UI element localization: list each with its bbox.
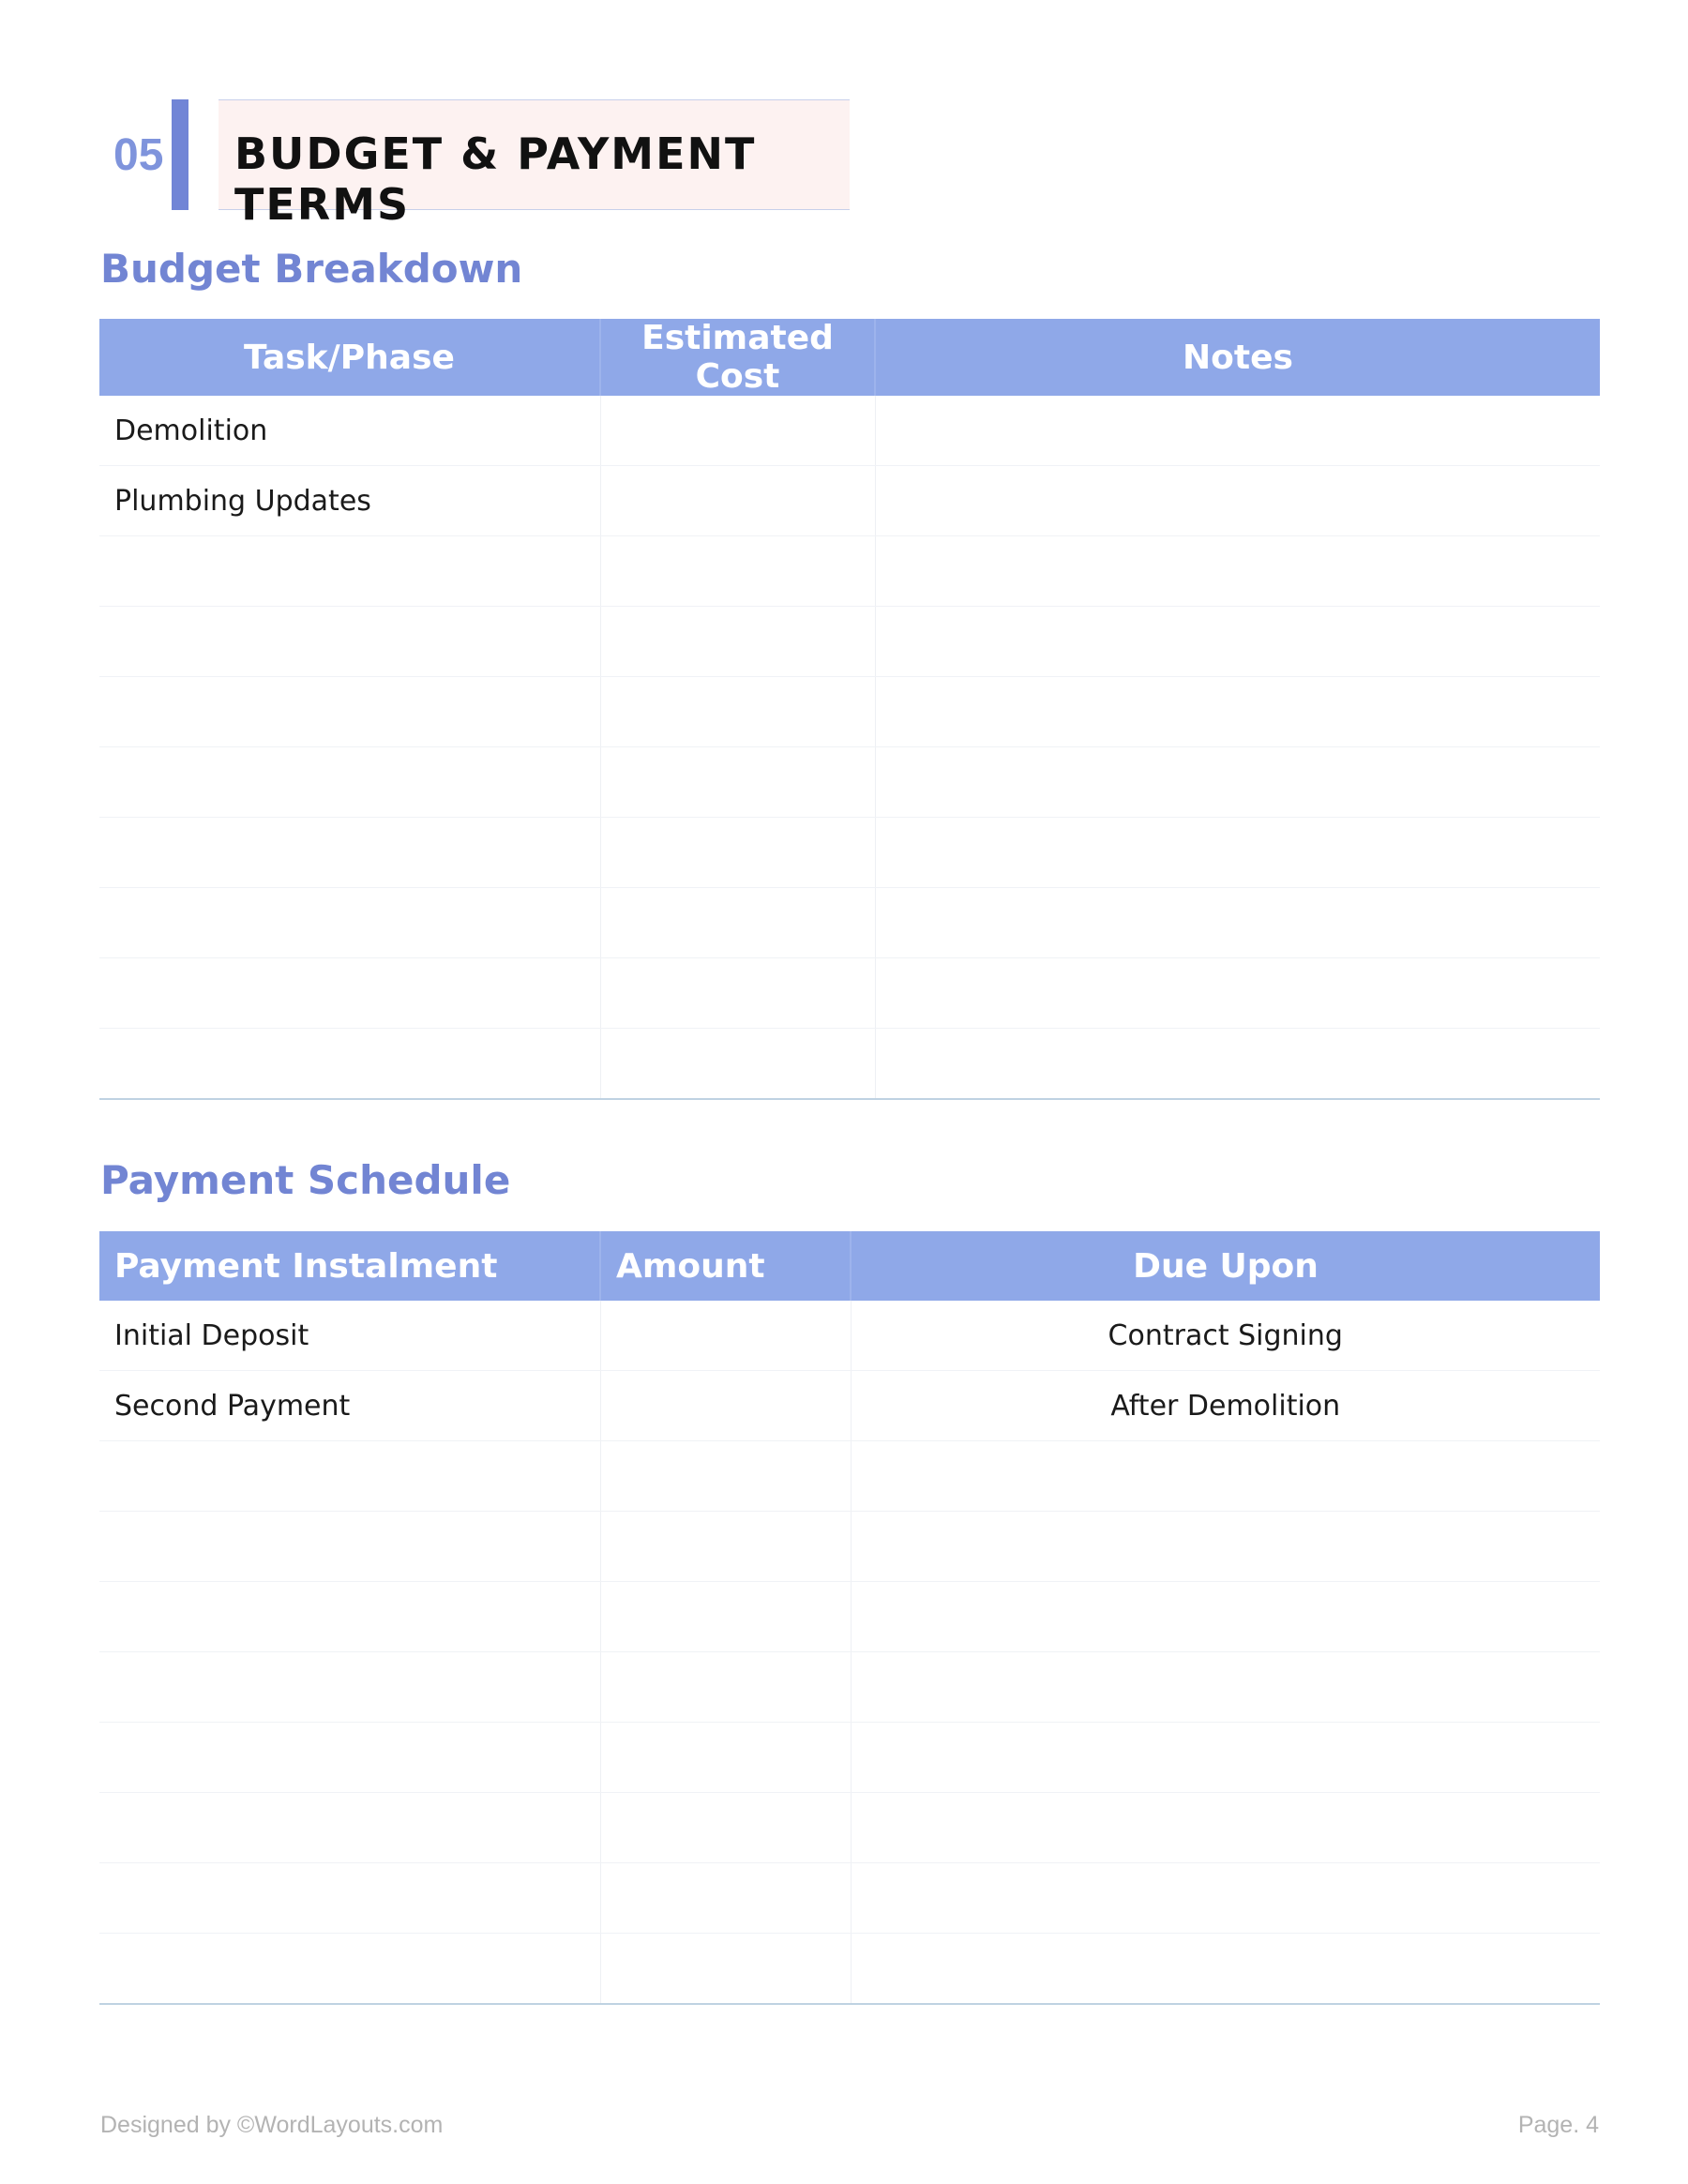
table-row	[99, 958, 1600, 1029]
payment-amount-cell[interactable]	[600, 1863, 851, 1934]
payment-due-cell[interactable]: After Demolition	[851, 1371, 1600, 1441]
budget-cost-cell[interactable]	[600, 958, 875, 1029]
budget-task-cell[interactable]	[99, 888, 600, 958]
table-row	[99, 1652, 1600, 1723]
table-row	[99, 1582, 1600, 1652]
budget-cost-cell[interactable]	[600, 677, 875, 747]
page-number: Page. 4	[1517, 2112, 1599, 2138]
payment-amount-cell[interactable]	[600, 1371, 851, 1441]
budget-notes-cell[interactable]	[875, 818, 1600, 888]
payment-amount-cell[interactable]	[600, 1652, 851, 1723]
section-accent-bar	[172, 99, 188, 210]
budget-task-cell[interactable]: Demolition	[99, 396, 600, 466]
table-row	[99, 1793, 1600, 1863]
payment-amount-cell[interactable]	[600, 1934, 851, 2005]
budget-notes-cell[interactable]	[875, 607, 1600, 677]
payment-due-cell[interactable]	[851, 1793, 1600, 1863]
table-row	[99, 1301, 1600, 1371]
budget-task-cell[interactable]	[99, 747, 600, 818]
table-row	[99, 1441, 1600, 1512]
budget-cost-cell[interactable]	[600, 747, 875, 818]
payment-due-cell[interactable]	[851, 1723, 1600, 1793]
footer-credit: Designed by ©WordLayouts.com	[100, 2112, 444, 2138]
table-row	[99, 1934, 1600, 2005]
payment-instalment-cell[interactable]	[99, 1934, 600, 2005]
payment-col-due: Due Upon	[851, 1231, 1600, 1301]
payment-instalment-cell[interactable]	[99, 1723, 600, 1793]
payment-instalment-cell[interactable]	[99, 1512, 600, 1582]
payment-instalment-cell[interactable]: Initial Deposit	[99, 1301, 600, 1371]
budget-cost-cell[interactable]	[600, 818, 875, 888]
budget-body	[99, 396, 1600, 1099]
payment-due-cell[interactable]	[851, 1934, 1600, 2005]
budget-header-row	[99, 319, 1600, 396]
budget-task-cell[interactable]	[99, 536, 600, 607]
payment-due-cell[interactable]	[851, 1512, 1600, 1582]
table-row	[99, 1512, 1600, 1582]
table-row	[99, 607, 1600, 677]
payment-due-cell[interactable]	[851, 1441, 1600, 1512]
budget-notes-cell[interactable]	[875, 466, 1600, 536]
payment-instalment-cell[interactable]	[99, 1582, 600, 1652]
table-row	[99, 677, 1600, 747]
budget-cost-cell[interactable]	[600, 1029, 875, 1100]
budget-notes-cell[interactable]	[875, 536, 1600, 607]
payment-amount-cell[interactable]	[600, 1512, 851, 1582]
budget-heading: Budget Breakdown	[100, 246, 523, 292]
payment-due-cell[interactable]	[851, 1652, 1600, 1723]
budget-col-notes: Notes	[875, 319, 1600, 396]
section-title-box	[219, 99, 850, 230]
budget-task-cell[interactable]	[99, 1029, 600, 1100]
payment-instalment-cell[interactable]: Second Payment	[99, 1371, 600, 1441]
budget-notes-cell[interactable]	[875, 396, 1600, 466]
table-row	[99, 466, 1600, 536]
payment-amount-cell[interactable]	[600, 1441, 851, 1512]
table-row	[99, 396, 1600, 466]
budget-cost-cell[interactable]	[600, 396, 875, 466]
budget-cost-cell[interactable]	[600, 607, 875, 677]
table-row	[99, 1029, 1600, 1100]
budget-notes-cell[interactable]	[875, 1029, 1600, 1100]
budget-notes-cell[interactable]	[875, 747, 1600, 818]
payment-header-row	[99, 1231, 1600, 1301]
budget-cost-cell[interactable]	[600, 536, 875, 607]
budget-task-cell[interactable]	[99, 677, 600, 747]
budget-task-cell[interactable]	[99, 607, 600, 677]
budget-notes-cell[interactable]	[875, 958, 1600, 1029]
budget-notes-cell[interactable]	[875, 677, 1600, 747]
payment-col-amount: Amount	[600, 1231, 851, 1301]
payment-instalment-cell[interactable]	[99, 1441, 600, 1512]
payment-amount-cell[interactable]	[600, 1301, 851, 1371]
budget-col-task: Task/Phase	[99, 319, 600, 396]
table-row	[99, 888, 1600, 958]
payment-col-instalment: Payment Instalment	[99, 1231, 600, 1301]
payment-amount-cell[interactable]	[600, 1723, 851, 1793]
payment-instalment-cell[interactable]	[99, 1863, 600, 1934]
payment-amount-cell[interactable]	[600, 1582, 851, 1652]
budget-table	[99, 319, 1600, 1100]
budget-task-cell[interactable]	[99, 818, 600, 888]
budget-task-cell[interactable]	[99, 958, 600, 1029]
page-title: BUDGET & PAYMENT TERMS	[234, 128, 757, 230]
payment-instalment-cell[interactable]	[99, 1652, 600, 1723]
table-row	[99, 1371, 1600, 1441]
payment-due-cell[interactable]	[851, 1863, 1600, 1934]
payment-table	[99, 1231, 1600, 2005]
payment-instalment-cell[interactable]	[99, 1793, 600, 1863]
table-row	[99, 1863, 1600, 1934]
table-row	[99, 536, 1600, 607]
payment-due-cell[interactable]: Contract Signing	[851, 1301, 1600, 1371]
budget-notes-cell[interactable]	[875, 888, 1600, 958]
payment-heading: Payment Schedule	[100, 1157, 511, 1203]
section-number: 05	[113, 130, 164, 180]
budget-cost-cell[interactable]	[600, 466, 875, 536]
budget-task-cell[interactable]: Plumbing Updates	[99, 466, 600, 536]
table-row	[99, 1723, 1600, 1793]
table-row	[99, 818, 1600, 888]
table-row	[99, 747, 1600, 818]
payment-due-cell[interactable]	[851, 1582, 1600, 1652]
payment-body	[99, 1301, 1600, 2004]
budget-col-cost: Estimated Cost	[600, 319, 875, 396]
payment-amount-cell[interactable]	[600, 1793, 851, 1863]
budget-cost-cell[interactable]	[600, 888, 875, 958]
